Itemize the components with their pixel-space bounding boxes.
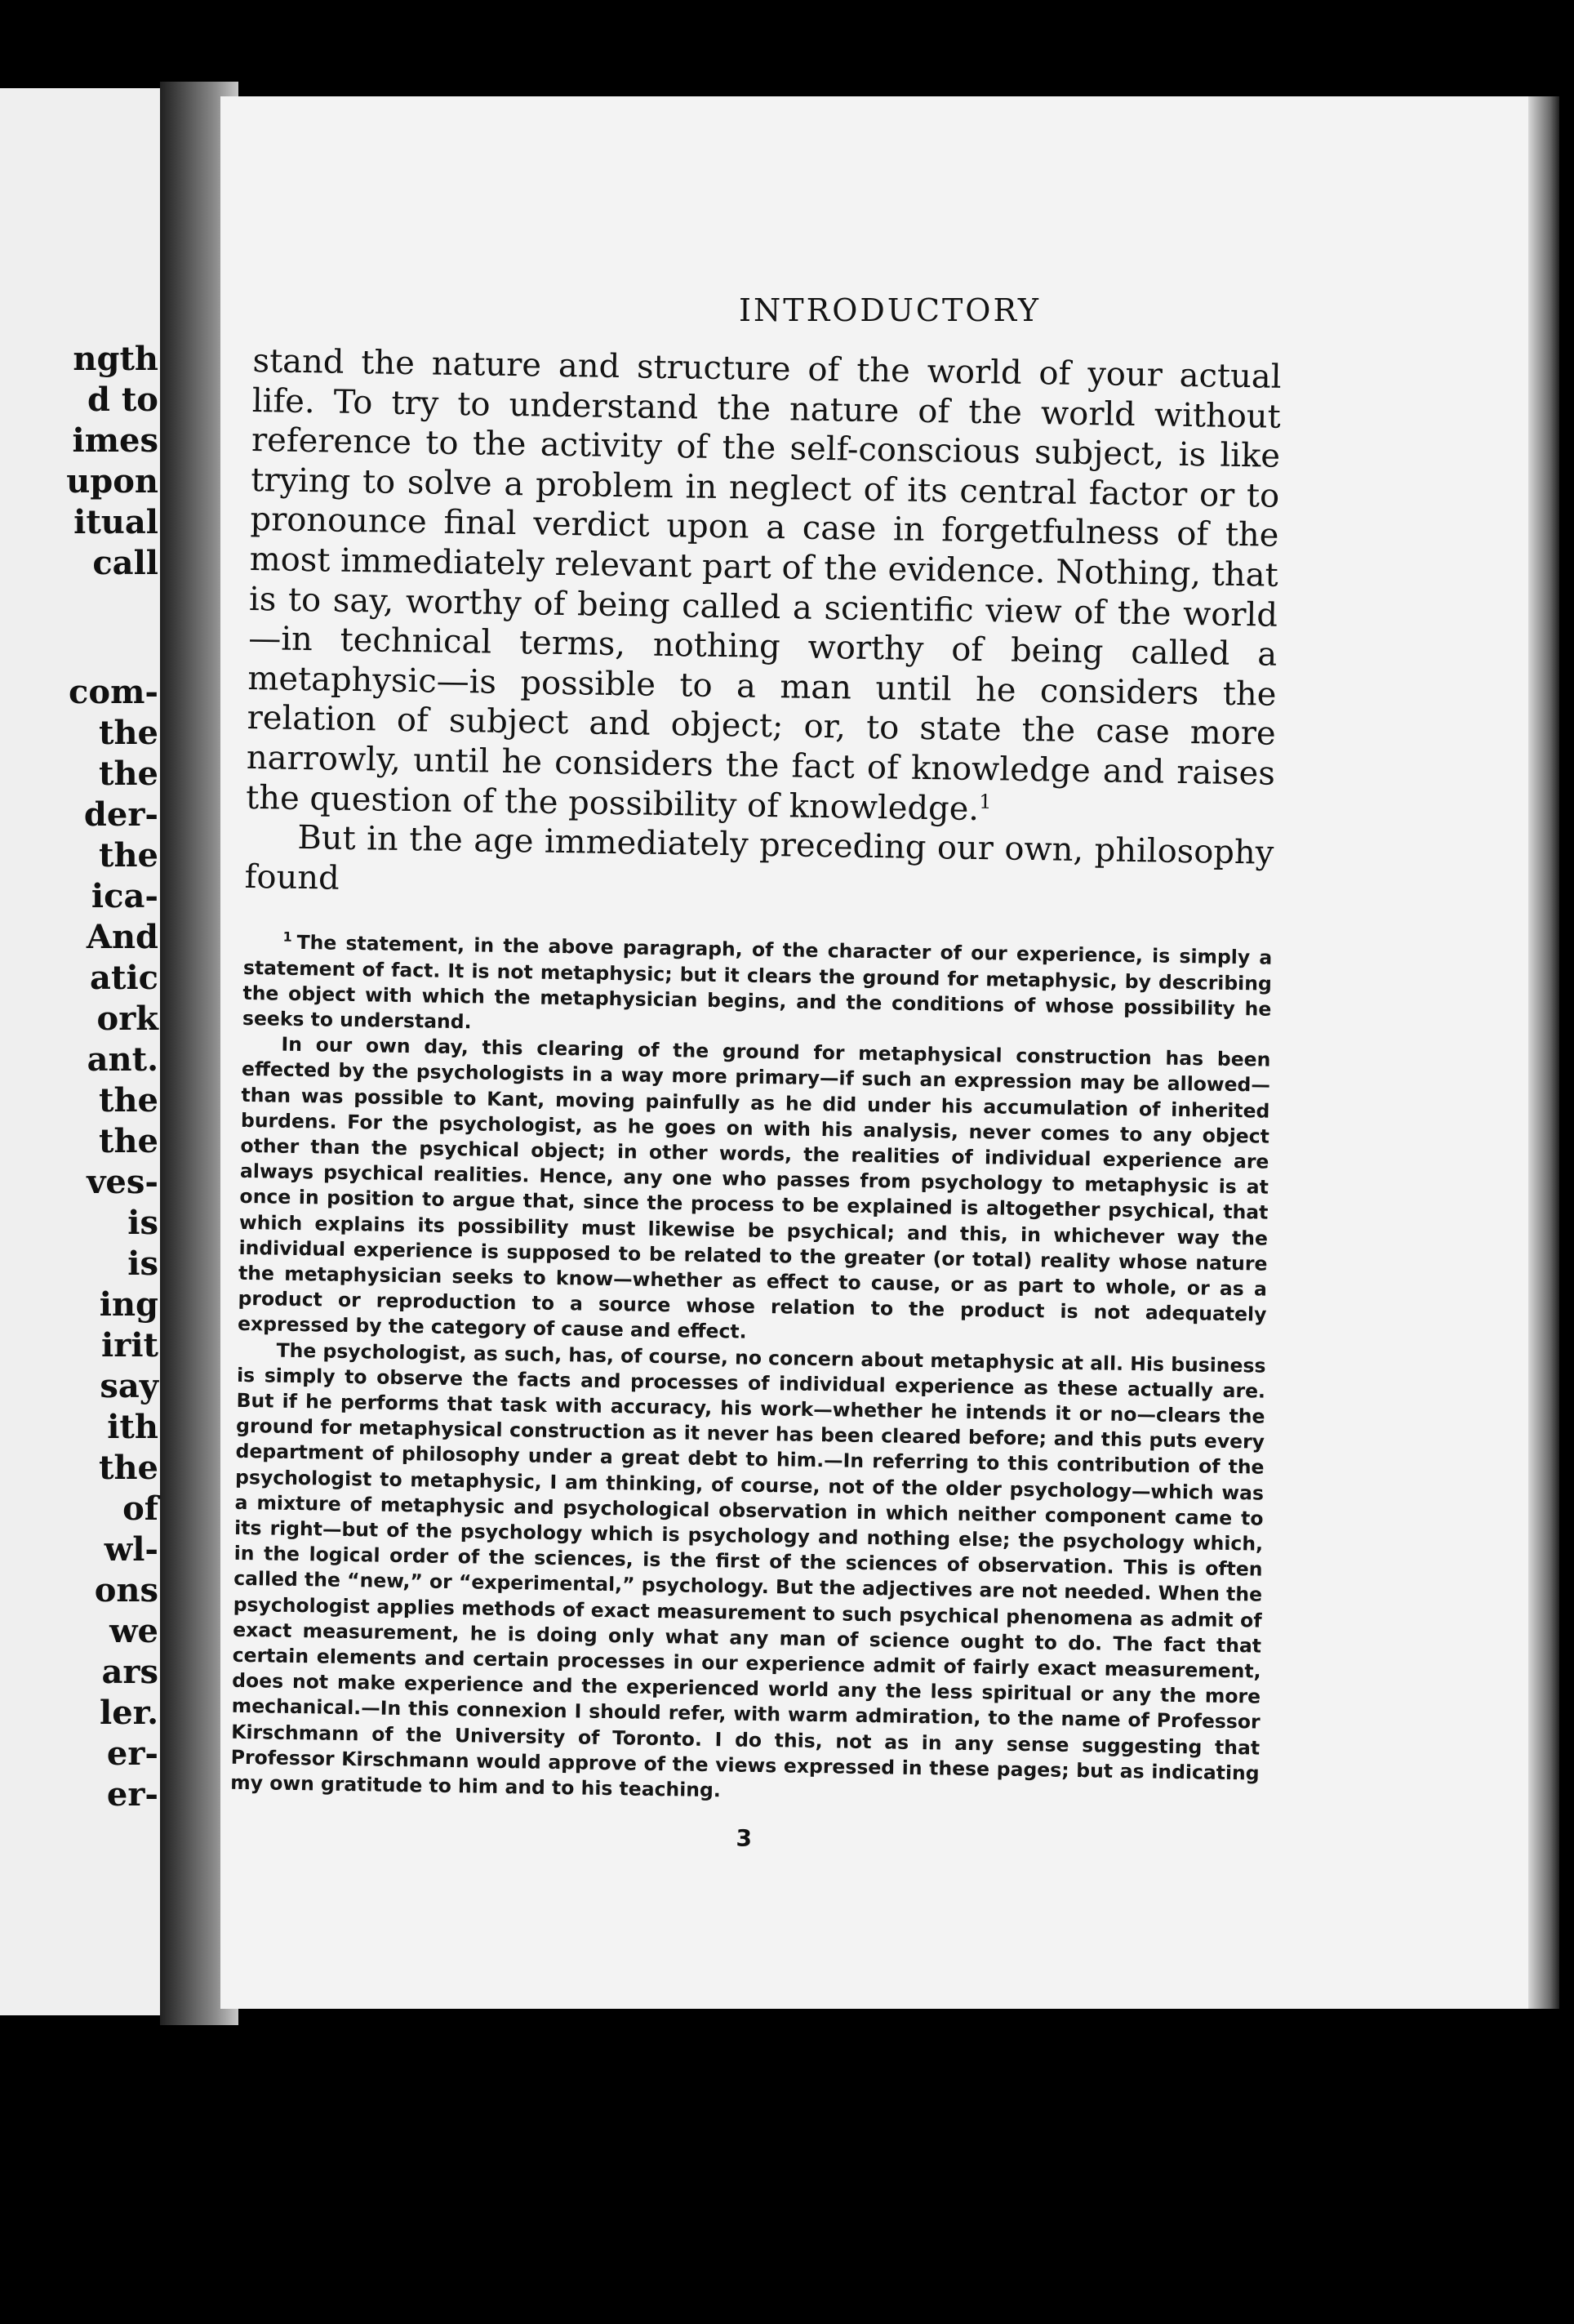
left-line: ngth xyxy=(73,340,158,378)
footnote-reference: 1 xyxy=(978,790,992,813)
footnote-marker: 1 xyxy=(282,929,292,946)
footnote-continuation: In our own day, this clearing of the ground for metaphysical construction has been effected by the psychologists in a way more primary—if such an expression may be allowed—than was possible to Kant, moving painfully as he did under his accumulation of inherited burdens. For the psychologist, as he goes on with his analysis, never comes to any object other than the psychical object; in other words, the realities of individual experience are always psychical realities. Hence, any one who passes from psychology to metaphysic is at once in position to argue that, since the process to be explained is altogether psychical, that which explains its possibility must likewise be psychical; and this, in whichever way the individual experience is supposed to be related to the greater (or total) reality whose nature the metaphysician seeks to know—whether as effect to cause, or as part to whole, or as a product or reproduction to a source whose relation to the product is not adequately expressed by the category of cause and effect. xyxy=(237,1032,1271,1344)
left-line: ons xyxy=(94,1571,158,1609)
left-line: com- xyxy=(69,673,158,711)
left-line: the xyxy=(98,1081,158,1120)
left-line: the xyxy=(98,714,158,752)
body-paragraph: But in the age immediately preceding our own, philosophy found xyxy=(244,819,1274,897)
page-number: 3 xyxy=(736,1824,753,1853)
left-line: ith xyxy=(107,1408,158,1446)
left-line: atic xyxy=(90,959,158,997)
footnote-continuation: The psychologist, as such, has, of course, no concern about metaphysic at all. His business is simply to observe the facts and processes of individual experience as these actually are. But if he performs that task with accuracy, his work—whether he intends it or no—clears the ground for metaphysical construction as it never has been cleared before; and this puts every department of philosophy under a great debt to him.—In referring to this contribution of the psychologist to metaphysic, I am thinking, of course, not of the older psychology—which was a mixture of metaphysic and psychological observation in which neither component came to its right—but of the psychology which is psychology and nothing else; the psychology which, in the logical order of the sciences, is the first of the sciences of observation. This is often called the “new,” or “experimental,” psychology. But the adjectives are not needed. When the psychologist applies methods of exact measurement to such psychical phenomena as admit of exact measurement, he is doing only what any man of science ought to do. The fact that certain elements and certain processes in our experience admit of fairly exact measurement, does not make experience and the experienced world any the less spiritual or any the more mechanical.—In this connexion I should refer, with warm admiration, to the name of Professor Kirschmann of the University of Toronto. I do this, not as in any sense suggesting that Professor Kirschmann would approve of the views expressed in these pages; but as indicating my own gratitude to him and to his teaching. xyxy=(230,1338,1266,1802)
left-line: itual xyxy=(73,503,158,541)
page-edge-shadow xyxy=(1528,96,1559,2009)
left-line: der- xyxy=(83,795,158,834)
left-line: say xyxy=(100,1367,158,1405)
left-line: of xyxy=(122,1489,158,1528)
left-line: ica- xyxy=(91,877,158,915)
left-line: er- xyxy=(106,1734,158,1773)
left-line: irit xyxy=(101,1326,158,1365)
left-line: the xyxy=(98,1122,158,1160)
left-line: ars xyxy=(101,1653,158,1691)
left-line: ing xyxy=(99,1285,158,1324)
left-line: the xyxy=(98,836,158,875)
running-head: INTRODUCTORY xyxy=(739,292,1041,328)
left-line: we xyxy=(109,1612,158,1650)
left-line: ves- xyxy=(87,1163,158,1201)
text-block xyxy=(229,341,1282,1860)
left-line: er- xyxy=(106,1775,158,1814)
body-paragraph-text: stand the nature and structure of the world of your actual life. To try to understand the nature of the world without reference to the activity of the self-conscious subject, is like trying to solve a problem in neglect of its central factor or to pronounce final verdict upon a case in forgetfulness of the most immediately relevant part of the evidence. Nothing, that is to say, worthy of being called a scientific view of the world—in technical terms, nothing worthy of being called a metaphysic—is possible to a man until he considers the relation of subject and object; or, to state the case more narrowly, until he considers the fact of knowledge and raises the question of the possibility of knowledge. xyxy=(245,341,1282,828)
left-line: call xyxy=(92,544,158,582)
footnotes xyxy=(230,929,1273,1812)
left-line: the xyxy=(98,1449,158,1487)
left-line: imes xyxy=(72,421,158,460)
left-line: wl- xyxy=(104,1530,158,1569)
footnote xyxy=(242,929,1273,1048)
left-line: d to xyxy=(87,381,158,419)
body-paragraph xyxy=(246,341,1282,834)
left-line: ler. xyxy=(100,1694,158,1732)
left-line: upon xyxy=(66,462,158,501)
left-line: And xyxy=(86,918,158,956)
book-page xyxy=(220,96,1559,2009)
footnote-text: The statement, in the above paragraph, of the character of our experience, is simply a statement of fact. It is not metaphysic; but it clears the ground for metaphysic, by describing the object with which the metaphysician begins, and the conditions of whose possibility he seeks to understand. xyxy=(242,931,1273,1034)
left-line: is xyxy=(127,1244,158,1283)
left-line: ork xyxy=(96,999,158,1038)
left-line: the xyxy=(98,755,158,793)
left-line: is xyxy=(127,1204,158,1242)
left-line: ant. xyxy=(87,1040,158,1079)
left-page-fragment xyxy=(0,88,163,2015)
